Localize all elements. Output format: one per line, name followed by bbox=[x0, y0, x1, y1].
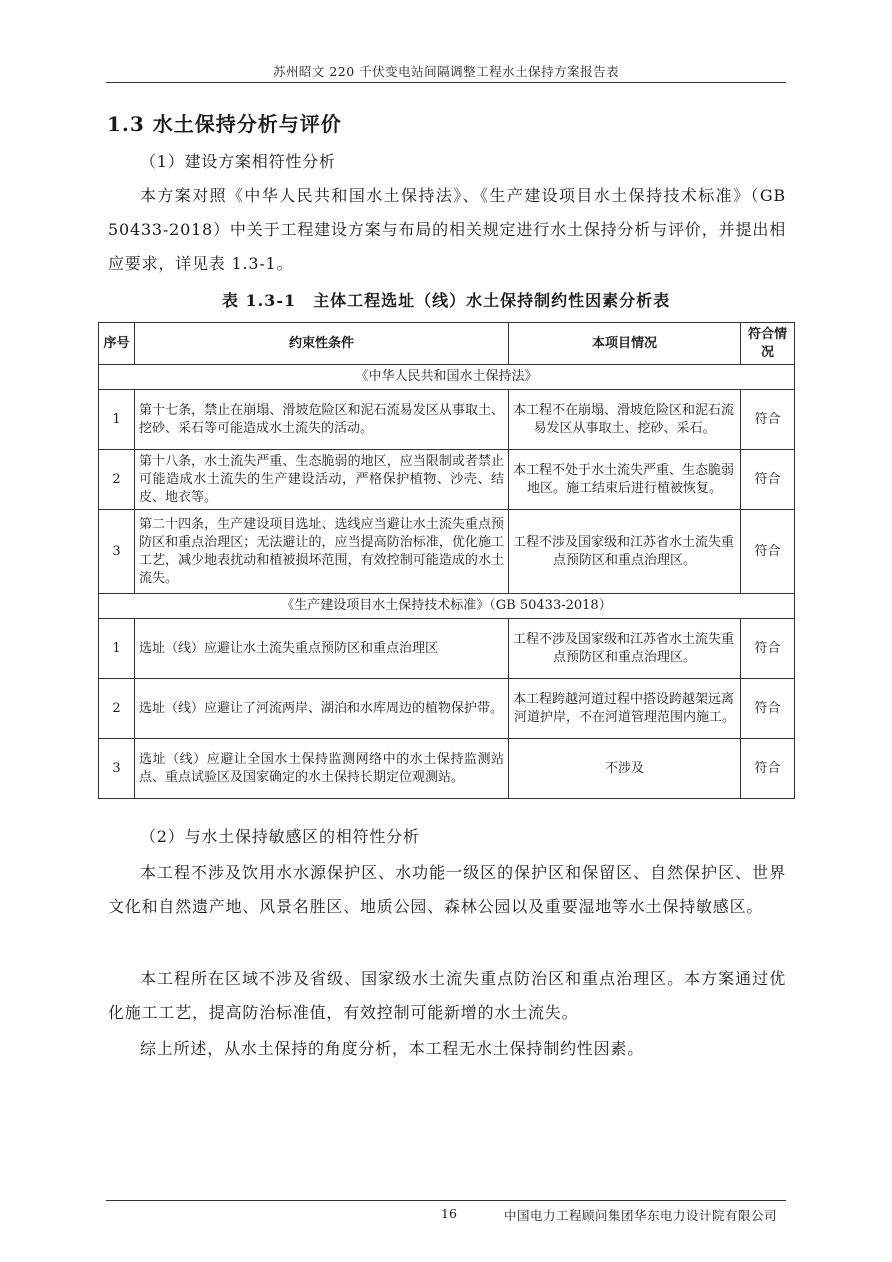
header-condition: 约束性条件 bbox=[135, 323, 509, 365]
row-result: 符合 bbox=[741, 510, 795, 594]
paragraph-intro: 本方案对照《中华人民共和国水土保持法》、《生产建设项目水土保持技术标准》（GB 50433-2018）中关于工程建设方案与布局的相关规定进行水土保持分析与评价，并提出相应要求，详见表 1.3-1。 bbox=[108, 186, 786, 273]
group-row-standard bbox=[99, 594, 795, 619]
row-situation: 本工程跨越河道过程中搭设跨越架远离河道护岸，不在河道管理范围内施工。 bbox=[509, 679, 741, 739]
table-caption: 表 1.3-1 主体工程选址（线）水土保持制约性因素分析表 bbox=[221, 291, 671, 310]
row-condition: 第十八条，水土流失严重、生态脆弱的地区，应当限制或者禁止可能造成水土流失的生产建设活动，严格保护植物、沙壳、结皮、地衣等。 bbox=[135, 450, 509, 510]
row-situation: 不涉及 bbox=[509, 739, 741, 799]
row-no: 3 bbox=[99, 510, 135, 594]
row-result: 符合 bbox=[741, 679, 795, 739]
paragraph-sensitive: 本工程不涉及饮用水水源保护区、水功能一级区的保护区和保留区、自然保护区、世界文化和自然遗产地、风景名胜区、地质公园、森林公园以及重要湿地等水土保持敏感区。 bbox=[108, 863, 786, 916]
row-no: 1 bbox=[99, 619, 135, 679]
header-divider bbox=[106, 82, 786, 83]
company-name: 中国电力工程顾问集团华东电力设计院有限公司 bbox=[504, 1208, 778, 1223]
row-no: 1 bbox=[99, 390, 135, 450]
row-no: 3 bbox=[99, 739, 135, 799]
section-heading: 1.3 水土保持分析与评价 bbox=[107, 112, 342, 136]
table-row bbox=[99, 619, 795, 679]
footer-divider bbox=[106, 1200, 786, 1201]
table-row bbox=[99, 739, 795, 799]
table-row bbox=[99, 679, 795, 739]
row-condition: 第十七条，禁止在崩塌、滑坡危险区和泥石流易发区从事取土、挖砂、采石等可能造成水土流失的活动。 bbox=[135, 390, 509, 450]
header-situation: 本项目情况 bbox=[509, 323, 741, 365]
row-situation: 工程不涉及国家级和江苏省水土流失重点预防区和重点治理区。 bbox=[509, 510, 741, 594]
row-condition: 选址（线）应避让全国水土保持监测网络中的水土保持监测站点、重点试验区及国家确定的水土保持长期定位观测站。 bbox=[135, 739, 509, 799]
page-number: 16 bbox=[441, 1206, 457, 1221]
table-row bbox=[99, 510, 795, 594]
row-condition: 第二十四条，生产建设项目选址、选线应当避让水土流失重点预防区和重点治理区；无法避让的，应当提高防治标准，优化施工工艺，减少地表扰动和植被损坏范围，有效控制可能造成的水土流失。 bbox=[135, 510, 509, 594]
header-no: 序号 bbox=[99, 323, 135, 365]
table-header-row bbox=[99, 323, 795, 365]
group-row-law bbox=[99, 365, 795, 390]
row-situation: 本工程不处于水土流失严重、生态脆弱地区。施工结束后进行植被恢复。 bbox=[509, 450, 741, 510]
row-result: 符合 bbox=[741, 619, 795, 679]
paragraph-conclusion: 综上所述，从水土保持的角度分析，本工程无水土保持制约性因素。 bbox=[140, 1039, 645, 1058]
row-no: 2 bbox=[99, 450, 135, 510]
subheading-1-text: （1）建设方案相符性分析 bbox=[140, 152, 336, 171]
row-situation: 本工程不在崩塌、滑坡危险区和泥石流易发区从事取土、挖砂、采石。 bbox=[509, 390, 741, 450]
paragraph-region: 本工程所在区域不涉及省级、国家级水土流失重点防治区和重点治理区。本方案通过优化施工工艺，提高防治标准值，有效控制可能新增的水土流失。 bbox=[108, 969, 786, 1022]
group-title: 《生产建设项目水土保持技术标准》（GB 50433-2018） bbox=[99, 594, 795, 619]
row-result: 符合 bbox=[741, 390, 795, 450]
table-row bbox=[99, 390, 795, 450]
row-result: 符合 bbox=[741, 450, 795, 510]
subheading-2-text: （2）与水土保持敏感区的相符性分析 bbox=[140, 827, 420, 846]
row-situation: 工程不涉及国家级和江苏省水土流失重点预防区和重点治理区。 bbox=[509, 619, 741, 679]
header-result: 符合情况 bbox=[741, 323, 795, 365]
constraint-table bbox=[98, 322, 795, 799]
subheading-2 bbox=[108, 820, 786, 854]
group-title: 《中华人民共和国水土保持法》 bbox=[99, 365, 795, 390]
row-condition: 选址（线）应避让水土流失重点预防区和重点治理区 bbox=[135, 619, 509, 679]
running-header: 苏州昭文 220 千伏变电站间隔调整工程水土保持方案报告表 bbox=[272, 64, 620, 79]
row-no: 2 bbox=[99, 679, 135, 739]
subheading-1 bbox=[108, 145, 786, 179]
row-condition: 选址（线）应避让了河流两岸、湖泊和水库周边的植物保护带。 bbox=[135, 679, 509, 739]
table-row bbox=[99, 450, 795, 510]
row-result: 符合 bbox=[741, 739, 795, 799]
